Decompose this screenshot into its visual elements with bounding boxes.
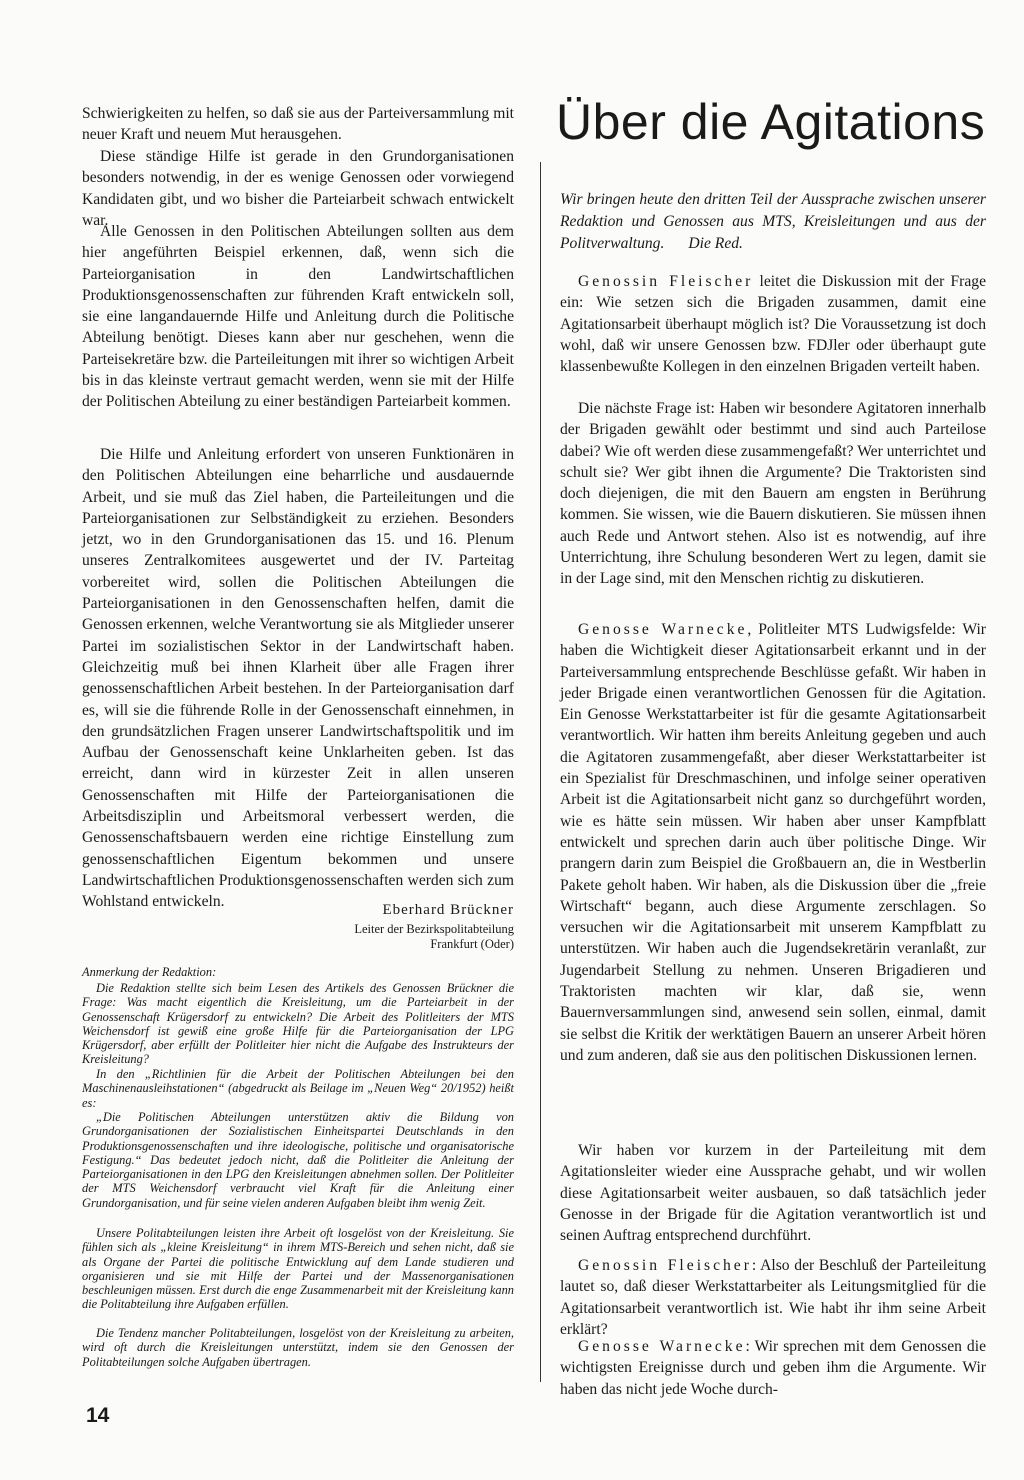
page-number: 14 bbox=[86, 1404, 110, 1427]
left-paragraph-4: Die Hilfe und Anleitung erfordert von unseren Funktionären in den Politischen Abteilungen eine beharrliche und ausdauernde Arbeit, und sie muß das Ziel haben, die Parteileitungen und die Parteiorganisationen zur Selbständigkeit zu erziehen. Besonders jetzt, wo in den Grundorganisationen das 15. und 16. Plenum unseres Zentralkomitees ausgewertet und der IV. Parteitag vorbereitet wird, sollen die Politischen Abteilungen die Parteiorganisationen in den Genossenschaften helfen, damit die Genossen erkennen, welche Verantwortung sie als Mitglieder unserer Partei im sozialistischen Sektor in der Landwirtschaft haben. Gleichzeitig muß bei ihnen Klarheit über alle Fragen ihrer genossenschaftlichen Arbeit bestehen. In der Parteiorganisation darf es, will sie die führende Rolle in der Genossenschaft einnehmen, in den grundsätzlichen Fragen unserer Landwirtschaftspolitik und im Aufbau der Genossenschaft keine Unklarheiten geben. Ist das erreicht, dann wird in kürzester Zeit in allen unseren Genossenschaften mit Hilfe der Parteiorganisationen die Arbeitsdisziplin und Arbeitsmoral verbessert werden, die Genossenschaftsbauern werden eine richtige Einstellung zum genossenschaftlichen Eigentum bekommen und unsere Landwirtschaftlichen Produktionsgenossenschaften werden sich zum Wohlstand entwickeln. bbox=[82, 446, 514, 911]
article-title: Über die Agitations bbox=[556, 94, 986, 150]
right-paragraph-3-text: , Politleiter MTS Ludwigsfelde: Wir haben die Wichtigkeit dieser Agitationsarbeit erkannt und in der Parteiversammlung entsprechende Beschlüsse gefaßt. Wir haben in jeder Brigade einen verantwortlichen Genossen für die Agitation. Ein Genosse Werkstattarbeiter ist für die gesamte Agitationsarbeit verantwortlich. Wir hatten ihm bereits Anleitung gegeben und auch die Agitatoren zusammengefaßt, aber dieser Werkstattarbeiter ist ein Spezialist für Dreschmaschinen, und infolge seiner operativen Arbeit ist die Agitationsarbeit nicht ganz so durchgeführt worden, wie es hätte sein müssen. Wir haben aber unser Kampfblatt entwickelt und sprechen darin auch über politische Dinge. Wir prangern darin zum Beispiel die Großbauern an, die in Westberlin Pakete geholt haben. Wir haben, als die Diskussion über die „freie Wirtschaft“ begann, auch diese Argumente zerschlagen. So versuchen wir die Agitationsarbeit mit unserem Kampfblatt zu unterstützen. Wir haben auch die Jugendsekretärin veranlaßt, zur Jugendarbeit Stellung zu nehmen. Unseren Brigadieren und Traktoristen machten wir klar, daß sie, wenn Bauernversammlungen sind, anwesend sein sollen, einmal, damit sie selbst die Kritik der werktätigen Bauern an unserer Arbeit hören und zum anderen, daß sie aus den politischen Diskussionen lernen. bbox=[560, 621, 986, 1064]
right-paragraph-2: Die nächste Frage ist: Haben wir besondere Agitatoren innerhalb der Brigaden gewählt oder bestimmt und sind auch Parteilose dabei? Wie oft werden diese zusammengefaßt? Wer unterrichtet und schult sie? Wer gibt ihnen die Argumente? Die Traktoristen sind doch diejenigen, die mit den Bauern am engsten in Berührung kommen. Sie wissen, wie die Bauern diskutieren. Sie müssen ihnen auch Rede und Antwort stehen. Also ist es notwendig, auf ihre Unterrichtung, ihre Schulung besonderen Wert zu legen, damit sie in der Lage sind, mit den Menschen richtig zu diskutieren. bbox=[560, 400, 986, 588]
right-paragraph-3 bbox=[560, 619, 986, 1066]
editorial-note-heading: Anmerkung der Redaktion: bbox=[82, 965, 217, 979]
right-paragraph-5-text: : Also der Beschluß der Parteileitung lautet so, daß dieser Werkstattarbeiter als Leitungsmitglied für die Agitationsarbeit verantwortlich ist. Wie habt ihr ihm seine Arbeit erklärt? bbox=[560, 1257, 986, 1338]
author-title: Leiter der Bezirkspolitabteilung bbox=[354, 922, 514, 936]
left-paragraph-3: Alle Genossen in den Politischen Abteilungen sollten aus dem hier angeführten Beispiel erkennen, daß, wenn sich die Parteiorganisation in den Landwirtschaftlichen Produktionsgenossenschaften zur führenden Kraft entwickeln soll, sie eine langandauernde Hilfe und Anleitung durch die Politische Abteilung benötigt. Dieses kann aber nur geschehen, wenn die Parteisekretäre bzw. die Parteileitungen mit ihrer so wichtigen Arbeit bis in das kleinste vertraut gemacht werden, wenn sie mit der Hilfe der Politischen Abteilung zu einer beständigen Parteiarbeit kommen. bbox=[82, 223, 514, 411]
right-paragraph-1 bbox=[560, 271, 986, 377]
article-lead-signoff: Die Red. bbox=[688, 235, 743, 252]
speaker-warnecke: Genosse Warnecke bbox=[578, 621, 748, 638]
editorial-note-paragraph-1: Die Redaktion stellte sich beim Lesen des Artikels des Genossen Brückner die Frage: Was macht eigentlich die Kreisleitung, um die Parteiarbeit in der Genossenschaft Krügersdorf zu entwickeln? Die Arbeit des Politleiters der MTS Weichensdorf ist gewiß eine große Hilfe für die Parteiorganisation der LPG Krügersdorf, aber erfüllt der Politleiter hier nicht die Aufgabe des Instrukteurs der Kreisleitung? bbox=[82, 981, 514, 1067]
editorial-note-paragraph-2: In den „Richtlinien für die Arbeit der Politischen Abteilungen bei den Maschinenausleihstationen“ (abgedruckt als Beilage im „Neuen Weg“ 20/1952) heißt es: bbox=[82, 1067, 514, 1110]
right-paragraph-6 bbox=[560, 1336, 986, 1400]
speaker-fleischer: Genossin Fleischer bbox=[578, 273, 754, 290]
editorial-note-paragraph-5: Die Tendenz mancher Politabteilungen, losgelöst von der Kreisleitung zu arbeiten, wird oft durch die Kreisleitungen unterstützt, indem sie den Genossen der Politabteilungen solche Aufgaben übertragen. bbox=[82, 1326, 514, 1369]
left-paragraph-2: Diese ständige Hilfe ist gerade in den Grundorganisationen besonders notwendig, in der es wenige Genossen oder vorwiegend Kandidaten gibt, und wo bisher die Parteiarbeit schwach entwickelt war. bbox=[82, 148, 514, 229]
column-divider bbox=[540, 162, 541, 1382]
left-paragraph-1: Schwierigkeiten zu helfen, so daß sie aus der Parteiversammlung mit neuer Kraft und neuem Mut herausgehen. bbox=[82, 105, 514, 144]
right-paragraph-5 bbox=[560, 1255, 986, 1340]
author-location: Frankfurt (Oder) bbox=[430, 937, 514, 951]
article-lead-text: Wir bringen heute den dritten Teil der Aussprache zwischen unserer Redaktion und Genossen aus MTS, Kreisleitungen und aus der Politverwaltung. bbox=[560, 191, 986, 252]
editorial-note-paragraph-4: Unsere Politabteilungen leisten ihre Arbeit oft losgelöst von der Kreisleitung. Sie fühlen sich als „kleine Kreisleitung“ in ihrem MTS-Bereich und sehen nicht, daß sie als Organe der Partei die politische Entwicklung auf dem Lande studieren und organisieren und sie mit Hilfe der Partei und der Massenorganisationen beschleunigen müssen. Erst durch die enge Zusammenarbeit mit der Kreisleitung kann die Politabteilung ihre Aufgaben erfüllen. bbox=[82, 1226, 514, 1312]
speaker-warnecke-2: Genosse Warnecke bbox=[578, 1338, 746, 1355]
right-paragraph-4: Wir haben vor kurzem in der Parteileitung mit dem Agitationsleiter wieder eine Aussprache gehabt, und wir wollen diese Agitationsarbeit weiter ausbauen, so daß tatsächlich jeder Genosse in der Brigade für die Agitation verantwortlich ist und seinen Auftrag entsprechend durchführt. bbox=[560, 1142, 986, 1245]
author-signature: Eberhard Brückner bbox=[382, 902, 514, 918]
editorial-note-paragraph-3: „Die Politischen Abteilungen unterstützen aktiv die Bildung von Grundorganisationen der Sozialistischen Einheitspartei Deutschlands in den Produktionsgenossenschaften und ihre ideologische, politische und organisatorische Festigung.“ Das bedeutet jedoch nicht, daß die Politleiter die Anleitung der Parteiorganisationen in den LPG den Kreisleitungen abnehmen sollen. Der Politleiter der MTS Weichensdorf verbraucht viel Kraft für die Anleitung einer Grundorganisation, und für seine vielen anderen Aufgaben bleibt ihm wenig Zeit. bbox=[82, 1110, 514, 1210]
right-paragraph-1-text: leitet die Diskussion mit der Frage ein: Wie setzen sich die Brigaden zusammen, damit eine Agitationsarbeit überhaupt möglich ist? Die Voraussetzung ist doch wohl, daß wir unsere Genossen bzw. FDJler oder überhaupt gute klassenbewußte Kollegen in den einzelnen Brigaden verteilt haben. bbox=[560, 273, 986, 376]
speaker-fleischer-2: Genossin Fleischer bbox=[578, 1257, 752, 1274]
right-paragraph-6-text: : Wir sprechen mit dem Genossen die wichtigsten Ereignisse durch und geben ihm die Argumente. Wir haben das nicht jede Woche durch- bbox=[560, 1338, 986, 1398]
article-lead bbox=[560, 189, 986, 255]
